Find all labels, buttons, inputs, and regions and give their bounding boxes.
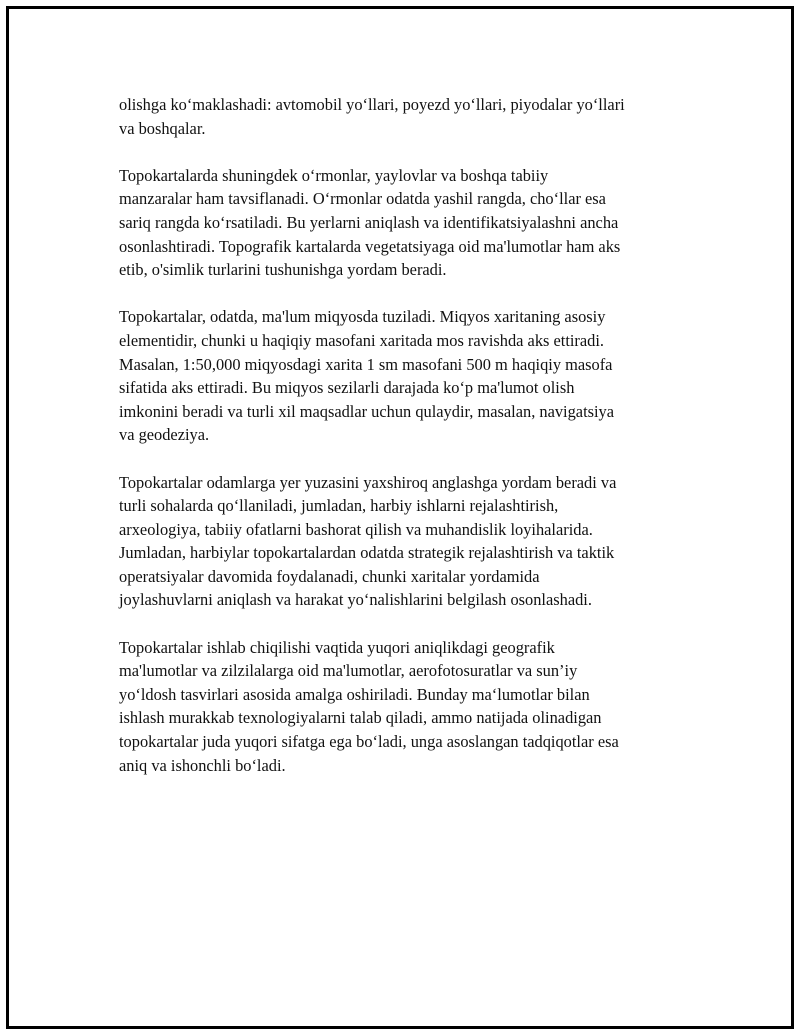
- document-body: [119, 93, 699, 801]
- paragraph-roads: olishga ko‘maklashadi: avtomobil yo‘llari, poyezd yo‘llari, piyodalar yo‘llari va boshqalar.: [119, 95, 625, 138]
- paragraph-vegetation: Topokartalarda shuningdek o‘rmonlar, yaylovlar va boshqa tabiiy manzaralar ham tavsiflanadi. O‘rmonlar odatda yashil rangda, cho‘llar esa sariq rangda ko‘rsatiladi. Bu yerlarni aniqlash va identifikatsiyalashni ancha osonlashtiradi. Topografik kartalarda vegetatsiyaga oid ma'lumotlar ham aks etib, o'simlik turlarini tushunishga yordam beradi.: [119, 165, 621, 280]
- paragraph-production: Topokartalar ishlab chiqilishi vaqtida yuqori aniqlikdagi geografik ma'lumotlar va zilzilalarga oid ma'lumotlar, aerofotosuratlar va sun’iy yo‘ldosh tasvirlari asosida amalga oshiriladi. Bunday ma‘lumotlar bilan ishlash murakkab texnologiyalarni talab qiladi, ammo natijada olinadigan topokartalar juda yuqori sifatga ega bo‘ladi, unga asoslangan tadqiqotlar esa aniq va ishonchli bo‘ladi.: [119, 637, 619, 775]
- paragraph-applications: Topokartalar odamlarga yer yuzasini yaxshiroq anglashga yordam beradi va turli sohalarda qo‘llaniladi, jumladan, harbiy ishlarni rejalashtirish, arxeologiya, tabiiy ofatlarni bashorat qilish va muhandislik loyihalarida. Jumladan, harbiylar topokartalardan odatda strategik rejalashtirish va taktik operatsiyalar davomida foydalanadi, chunki xaritalar yordamida joylashuvlarni aniqlash va harakat yo‘nalishlarini belgilash osonlashadi.: [119, 472, 617, 610]
- paragraph-scale: Topokartalar, odatda, ma'lum miqyosda tuziladi. Miqyos xaritaning asosiy elementidir, chunki u haqiqiy masofani xaritada mos ravishda aks ettiradi. Masalan, 1:50,000 miqyosdagi xarita 1 sm masofani 500 m haqiqiy masofa sifatida aks ettiradi. Bu miqyos sezilarli darajada ko‘p ma'lumot olish imkonini beradi va turli xil maqsadlar uchun qulaydir, masalan, navigatsiya va geodeziya.: [119, 307, 615, 445]
